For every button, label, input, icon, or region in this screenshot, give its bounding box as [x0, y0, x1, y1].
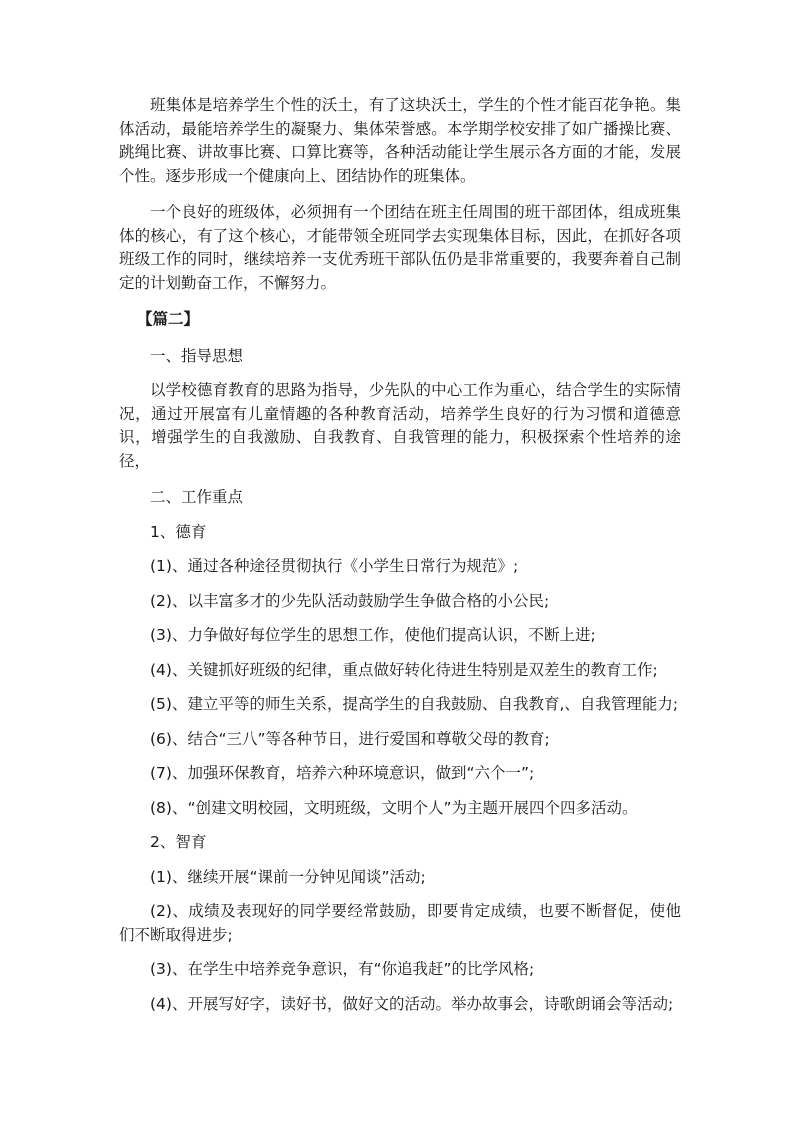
moral-education-heading: 1、德育 [150, 522, 207, 541]
moral-item: (5)、建立平等的师生关系，提高学生的自我鼓励、自我教育,、自我管理能力; [150, 695, 679, 713]
moral-item: (4)、关键抓好班级的纪律，重点做好转化待进生特别是双差生的教育工作; [150, 660, 658, 679]
moral-item: (2)、以丰富多才的少先队活动鼓励学生争做合格的小公民; [150, 591, 550, 610]
intel-item: (4)、开展写好字，读好书，做好文的活动。举办故事会，诗歌朗诵会等活动; [150, 994, 674, 1013]
moral-item: (8)、“创建文明校园，文明班级，文明个人”为主题开展四个四多活动。 [150, 798, 638, 817]
moral-item: (6)、结合“三八”等各种节日，进行爱国和尊敬父母的教育; [150, 729, 550, 748]
moral-item: (1)、通过各种途径贯彻执行《小学生日常行为规范》; [150, 557, 519, 575]
intro-paragraph-1: 班集体是培养学生个性的沃土，有了这块沃土，学生的个性才能百花争艳。集体活动，最能培养学生的凝聚力、集体荣誉感。本学期学校安排了如广播操比赛、跳绳比赛、讲故事比赛、口算比赛等，各种活动能让学生展示各方面的才能，发展个性。逐步形成一个健康向上、团结协作的班集体。 [119, 96, 681, 185]
intellectual-education-heading: 2、智育 [150, 833, 207, 851]
part1-heading: 一、指导思想 [150, 346, 244, 365]
document-page [119, 94, 681, 1027]
section-title: 【篇二】 [137, 310, 200, 328]
moral-item: (7)、加强环保教育，培养六种环境意识，做到“六个一”; [150, 764, 535, 782]
part1-text: 以学校德育教育的思路为指导，少先队的中心工作为重心，结合学生的实际情况，通过开展富有儿童情趣的各种教育活动，培养学生良好的行为习惯和道德意识，增强学生的自我激励、自我教育、自我管理的能力，积极探索个性培养的途径， [119, 381, 681, 470]
intel-item: (2)、成绩及表现好的同学要经常鼓励，即要肯定成绩，也要不断督促，使他们不断取得进步; [119, 902, 681, 944]
part2-heading: 二、工作重点 [150, 488, 244, 506]
moral-item: (3)、力争做好每位学生的思想工作，使他们提高认识，不断上进; [150, 626, 596, 644]
intro-paragraph-2: 一个良好的班级体，必须拥有一个团结在班主任周围的班干部团体，组成班集体的核心，有了这个核心，才能带领全班同学去实现集体目标，因此，在抓好各项班级工作的同时，继续培养一支优秀班干部队伍仍是非常重要的，我要奔着自己制定的计划勤奋工作，不懈努力。 [119, 203, 681, 292]
intel-item: (1)、继续开展“课前一分钟见闻谈”活动; [150, 867, 426, 886]
intel-item: (3)、在学生中培养竞争意识，有“你追我赶”的比学风格; [150, 960, 535, 978]
